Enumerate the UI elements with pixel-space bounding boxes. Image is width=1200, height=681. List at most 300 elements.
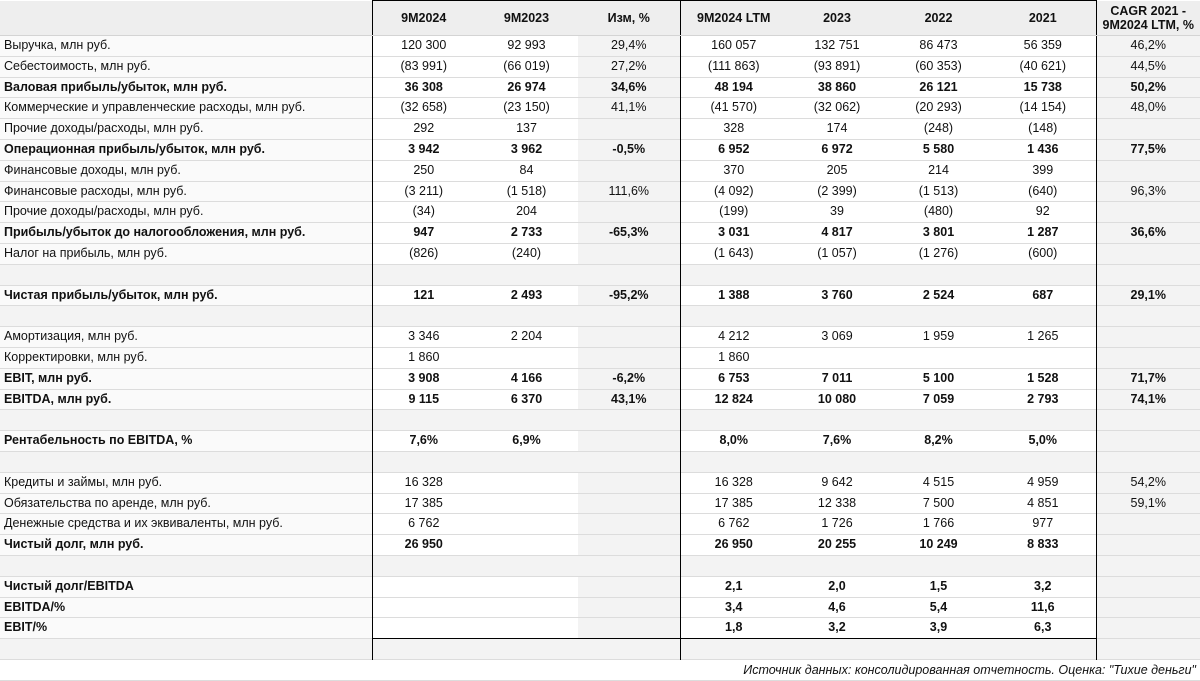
value-change: -6,2% xyxy=(578,368,680,389)
value-2022: 7 059 xyxy=(922,391,955,406)
value-cagr: 54,2% xyxy=(1096,472,1200,493)
value-2022 xyxy=(887,410,990,431)
table-row xyxy=(0,431,1200,452)
row-label: Прочие доходы/расходы, млн руб. xyxy=(0,202,372,223)
value-9m2024: 120 300 xyxy=(372,36,475,57)
table-row xyxy=(0,389,1200,410)
value-2021: (600) xyxy=(990,243,1096,264)
table-row xyxy=(0,98,1200,119)
value-2022: 8,2% xyxy=(924,433,953,448)
value-change xyxy=(578,243,680,264)
value-9m2024 xyxy=(372,306,475,327)
value-ltm: 12 824 xyxy=(680,389,787,410)
row-label: Чистая прибыль/убыток, млн руб. xyxy=(0,285,372,306)
value-cagr xyxy=(1096,306,1200,327)
value-2022: 7 500 xyxy=(922,495,955,510)
table-row xyxy=(0,139,1200,160)
value-2021: 399 xyxy=(990,160,1096,181)
value-cagr: 29,1% xyxy=(1096,285,1200,306)
table-row xyxy=(0,576,1200,597)
value-cagr xyxy=(1096,410,1200,431)
value-ltm: 17 385 xyxy=(680,493,787,514)
table-row xyxy=(0,119,1200,140)
value-2023: (32 062) xyxy=(813,100,861,115)
value-ltm: 2,1 xyxy=(680,576,787,597)
value-2022: (480) xyxy=(923,204,954,219)
value-9m2023: (66 019) xyxy=(503,58,550,73)
table-body xyxy=(0,36,1200,660)
value-change xyxy=(578,535,680,556)
row-label: Финансовые доходы, млн руб. xyxy=(0,160,372,181)
footer-row xyxy=(0,659,1200,680)
value-9m2023 xyxy=(475,555,578,576)
value-2022: 10 249 xyxy=(919,537,958,552)
value-9m2023 xyxy=(475,618,578,639)
table-row xyxy=(0,555,1200,576)
value-2023: 3 069 xyxy=(821,329,853,344)
value-2023: 12 338 xyxy=(817,495,857,510)
value-9m2024: 7,6% xyxy=(372,431,475,452)
value-2023: 7,6% xyxy=(822,433,852,448)
value-2022 xyxy=(887,306,990,327)
value-2022: 214 xyxy=(928,162,949,177)
value-cagr xyxy=(1096,451,1200,472)
value-2022: 1,5 xyxy=(929,578,948,593)
value-9m2024: 3 346 xyxy=(372,327,475,348)
row-label xyxy=(0,410,372,431)
value-2021: 11,6 xyxy=(990,597,1096,618)
value-2023: 174 xyxy=(826,121,848,136)
value-9m2024: 6 762 xyxy=(372,514,475,535)
value-cagr xyxy=(1096,119,1200,140)
value-cagr xyxy=(1096,555,1200,576)
value-change xyxy=(578,639,680,660)
value-2022: 3 801 xyxy=(922,225,955,240)
table-row xyxy=(0,472,1200,493)
value-ltm: 3,4 xyxy=(680,597,787,618)
value-9m2024: 36 308 xyxy=(372,77,475,98)
value-9m2023: 4 166 xyxy=(510,370,543,385)
value-2021 xyxy=(990,347,1096,368)
row-label: Валовая прибыль/убыток, млн руб. xyxy=(0,77,372,98)
value-2022: 86 473 xyxy=(919,38,958,52)
value-cagr: 36,6% xyxy=(1096,223,1200,244)
value-cagr xyxy=(1096,597,1200,618)
value-2023: (93 891) xyxy=(813,58,861,73)
value-cagr: 96,3% xyxy=(1096,181,1200,202)
value-ltm xyxy=(680,264,787,285)
value-9m2024: 121 xyxy=(372,285,475,306)
value-9m2023 xyxy=(475,451,578,472)
value-change xyxy=(578,160,680,181)
value-9m2023: 26 974 xyxy=(507,79,546,94)
value-2023: (1 057) xyxy=(817,245,857,260)
value-ltm: (111 863) xyxy=(680,56,787,77)
value-2022: 5 580 xyxy=(922,141,955,156)
value-ltm xyxy=(680,410,787,431)
value-change: -65,3% xyxy=(578,223,680,244)
value-cagr xyxy=(1096,639,1200,660)
value-9m2023 xyxy=(475,597,578,618)
value-9m2024 xyxy=(372,618,475,639)
header-cell-2021: 2021 xyxy=(990,1,1096,36)
value-change xyxy=(578,451,680,472)
value-2022: 3,9 xyxy=(887,618,990,639)
value-2021 xyxy=(990,639,1096,660)
value-9m2024: 250 xyxy=(372,160,475,181)
value-2023 xyxy=(787,639,887,660)
value-cagr xyxy=(1096,618,1200,639)
value-2023: 10 080 xyxy=(817,391,857,406)
value-9m2024 xyxy=(372,264,475,285)
row-label: Коммерческие и управленческие расходы, млн руб. xyxy=(0,98,372,119)
header-cell-label xyxy=(0,1,372,36)
value-9m2023: 2 493 xyxy=(510,287,543,302)
value-9m2024: 26 950 xyxy=(372,535,475,556)
value-2022 xyxy=(887,264,990,285)
value-2021: 56 359 xyxy=(990,36,1096,57)
value-change xyxy=(578,264,680,285)
value-cagr xyxy=(1096,264,1200,285)
value-2021: 5,0% xyxy=(990,431,1096,452)
value-9m2023: 137 xyxy=(516,121,537,136)
row-label xyxy=(0,639,372,660)
value-2022 xyxy=(887,639,990,660)
value-ltm: 48 194 xyxy=(680,77,787,98)
value-ltm: (199) xyxy=(680,202,787,223)
value-cagr xyxy=(1096,243,1200,264)
row-label xyxy=(0,555,372,576)
value-2021: 8 833 xyxy=(990,535,1096,556)
value-ltm: 16 328 xyxy=(680,472,787,493)
value-ltm: 8,0% xyxy=(680,431,787,452)
value-cagr xyxy=(1096,327,1200,348)
table-row xyxy=(0,306,1200,327)
value-9m2023: 84 xyxy=(519,162,534,177)
value-2023: 3,2 xyxy=(787,618,887,639)
value-9m2023: (240) xyxy=(511,245,542,260)
value-change xyxy=(578,119,680,140)
value-cagr: 59,1% xyxy=(1096,493,1200,514)
header-row xyxy=(0,1,1200,36)
row-label: EBIT, млн руб. xyxy=(0,368,372,389)
value-9m2023: (1 518) xyxy=(506,183,547,198)
row-label: Выручка, млн руб. xyxy=(0,36,372,57)
value-change: -95,2% xyxy=(578,285,680,306)
value-ltm: 4 212 xyxy=(680,327,787,348)
value-9m2024: (3 211) xyxy=(372,181,475,202)
table-row xyxy=(0,160,1200,181)
value-cagr xyxy=(1096,576,1200,597)
value-ltm: (41 570) xyxy=(680,98,787,119)
value-2023 xyxy=(787,451,887,472)
value-2022: (20 293) xyxy=(915,100,962,115)
value-cagr xyxy=(1096,514,1200,535)
value-change xyxy=(578,576,680,597)
value-2022: 5 100 xyxy=(922,370,955,385)
value-9m2024: 3 908 xyxy=(372,368,475,389)
value-2022: (1 276) xyxy=(918,245,959,260)
value-2021 xyxy=(990,451,1096,472)
value-9m2023 xyxy=(475,347,578,368)
value-2022: 1 766 xyxy=(922,516,955,531)
value-2021: (40 621) xyxy=(990,56,1096,77)
value-change: -0,5% xyxy=(578,139,680,160)
value-9m2023 xyxy=(475,264,578,285)
value-9m2024 xyxy=(372,576,475,597)
value-change xyxy=(578,597,680,618)
value-9m2024: 9 115 xyxy=(372,389,475,410)
value-9m2024: (34) xyxy=(372,202,475,223)
row-label: EBIT/% xyxy=(0,618,372,639)
value-change xyxy=(578,431,680,452)
value-ltm: 6 753 xyxy=(680,368,787,389)
value-ltm: 6 762 xyxy=(680,514,787,535)
row-label: Обязательства по аренде, млн руб. xyxy=(0,493,372,514)
table-row xyxy=(0,535,1200,556)
value-change: 27,2% xyxy=(578,56,680,77)
value-2023: 20 255 xyxy=(817,537,857,552)
table-row xyxy=(0,36,1200,57)
value-ltm: (1 643) xyxy=(680,243,787,264)
value-2021 xyxy=(990,306,1096,327)
row-label: Себестоимость, млн руб. xyxy=(0,56,372,77)
value-ltm xyxy=(680,306,787,327)
value-ltm xyxy=(680,555,787,576)
table-row xyxy=(0,639,1200,660)
row-label: Налог на прибыль, млн руб. xyxy=(0,243,372,264)
row-label: Чистый долг, млн руб. xyxy=(0,535,372,556)
header-cell-ltm: 9М2024 LTM xyxy=(680,1,787,36)
value-9m2023: 2 204 xyxy=(510,329,543,344)
table-row xyxy=(0,264,1200,285)
value-ltm: 3 031 xyxy=(680,223,787,244)
value-2023: 1 726 xyxy=(821,516,853,531)
value-2021: 1 287 xyxy=(990,223,1096,244)
value-2022: (1 513) xyxy=(918,183,959,198)
value-change xyxy=(578,347,680,368)
table-row xyxy=(0,410,1200,431)
table-row xyxy=(0,451,1200,472)
value-9m2024: 3 942 xyxy=(372,139,475,160)
row-label xyxy=(0,264,372,285)
value-9m2023 xyxy=(475,472,578,493)
row-label xyxy=(0,451,372,472)
table-row xyxy=(0,347,1200,368)
value-2023: 4 817 xyxy=(821,225,853,240)
value-change xyxy=(578,306,680,327)
value-2023: 2,0 xyxy=(828,578,846,593)
row-label: Корректировки, млн руб. xyxy=(0,347,372,368)
value-2023 xyxy=(787,306,887,327)
value-change xyxy=(578,618,680,639)
value-9m2023 xyxy=(475,535,578,556)
value-ltm: 1,8 xyxy=(680,618,787,639)
value-2023: 39 xyxy=(830,204,844,219)
row-label: Прочие доходы/расходы, млн руб. xyxy=(0,119,372,140)
value-9m2023 xyxy=(475,306,578,327)
value-change xyxy=(578,410,680,431)
value-ltm: 160 057 xyxy=(680,36,787,57)
value-9m2024: 292 xyxy=(372,119,475,140)
value-9m2024 xyxy=(372,555,475,576)
value-change xyxy=(578,327,680,348)
value-2021 xyxy=(990,264,1096,285)
table-row xyxy=(0,223,1200,244)
value-9m2024 xyxy=(372,597,475,618)
value-2023 xyxy=(787,410,887,431)
value-9m2023: 3 962 xyxy=(510,141,543,156)
value-9m2023 xyxy=(475,576,578,597)
value-cagr: 48,0% xyxy=(1096,98,1200,119)
row-label: EBITDA, млн руб. xyxy=(0,389,372,410)
row-label: Амортизация, млн руб. xyxy=(0,327,372,348)
value-9m2023: 204 xyxy=(516,204,537,219)
row-label: Финансовые расходы, млн руб. xyxy=(0,181,372,202)
value-2022: (248) xyxy=(923,121,954,136)
table-row xyxy=(0,618,1200,639)
value-2022: 2 524 xyxy=(922,287,955,302)
value-change xyxy=(578,514,680,535)
value-2021: 977 xyxy=(990,514,1096,535)
value-9m2023: (23 150) xyxy=(503,100,550,115)
value-ltm: 26 950 xyxy=(680,535,787,556)
value-2023: (2 399) xyxy=(817,183,857,198)
value-2023: 9 642 xyxy=(821,474,853,489)
value-2021 xyxy=(990,555,1096,576)
table-row xyxy=(0,493,1200,514)
value-cagr xyxy=(1096,347,1200,368)
row-label: Кредиты и займы, млн руб. xyxy=(0,472,372,493)
value-change xyxy=(578,555,680,576)
value-2021: 4 959 xyxy=(990,472,1096,493)
value-ltm xyxy=(680,639,787,660)
value-9m2024: (826) xyxy=(372,243,475,264)
value-9m2023 xyxy=(475,410,578,431)
value-change xyxy=(578,493,680,514)
value-change: 43,1% xyxy=(578,389,680,410)
value-9m2024: 1 860 xyxy=(372,347,475,368)
value-2021: 15 738 xyxy=(990,77,1096,98)
table-row xyxy=(0,368,1200,389)
value-ltm xyxy=(680,451,787,472)
value-cagr: 50,2% xyxy=(1096,77,1200,98)
value-9m2023: 2 733 xyxy=(510,225,543,240)
value-cagr xyxy=(1096,202,1200,223)
row-label: Денежные средства и их эквиваленты, млн руб. xyxy=(0,514,372,535)
value-change xyxy=(578,472,680,493)
table-row xyxy=(0,181,1200,202)
value-change: 111,6% xyxy=(578,181,680,202)
value-9m2024: (83 991) xyxy=(372,56,475,77)
header-cell-2023: 2023 xyxy=(787,1,887,36)
row-label: Прибыль/убыток до налогообложения, млн руб. xyxy=(0,223,372,244)
header-cell-9m2024: 9М2024 xyxy=(372,1,475,36)
value-cagr: 77,5% xyxy=(1096,139,1200,160)
value-2021: 4 851 xyxy=(990,493,1096,514)
value-2023: 3 760 xyxy=(821,287,853,302)
value-9m2023: 6 370 xyxy=(510,391,543,406)
header-cell-9m2023: 9М2023 xyxy=(475,1,578,36)
row-label: EBITDA/% xyxy=(0,597,372,618)
table-row xyxy=(0,56,1200,77)
table-row xyxy=(0,77,1200,98)
header-cell-cagr: CAGR 2021 - 9М2024 LTM, % xyxy=(1096,1,1200,36)
value-cagr: 46,2% xyxy=(1096,36,1200,57)
value-2021: 6,3 xyxy=(990,618,1096,639)
value-2023: 6 972 xyxy=(821,141,853,156)
header-cell-2022: 2022 xyxy=(887,1,990,36)
value-2023: 7 011 xyxy=(821,370,853,385)
row-label: Рентабельность по EBITDA, % xyxy=(0,431,372,452)
value-change xyxy=(578,202,680,223)
value-ltm: 1 860 xyxy=(680,347,787,368)
table-row xyxy=(0,202,1200,223)
value-2022 xyxy=(887,451,990,472)
value-9m2024 xyxy=(372,410,475,431)
value-9m2024: 17 385 xyxy=(372,493,475,514)
value-2023 xyxy=(787,264,887,285)
value-cagr: 44,5% xyxy=(1096,56,1200,77)
value-9m2023 xyxy=(475,514,578,535)
value-9m2023: 6,9% xyxy=(512,433,541,448)
value-cagr xyxy=(1096,535,1200,556)
value-2022: 26 121 xyxy=(919,79,958,94)
value-cagr xyxy=(1096,431,1200,452)
value-2021: 1 265 xyxy=(990,327,1096,348)
value-9m2024 xyxy=(372,451,475,472)
value-2022 xyxy=(887,347,990,368)
row-label: Операционная прибыль/убыток, млн руб. xyxy=(0,139,372,160)
value-2022: (60 353) xyxy=(915,58,962,73)
value-9m2024: 947 xyxy=(372,223,475,244)
value-2023: 205 xyxy=(826,162,848,177)
value-2021: 1 528 xyxy=(990,368,1096,389)
value-cagr: 71,7% xyxy=(1096,368,1200,389)
value-2021: 2 793 xyxy=(990,389,1096,410)
value-change: 29,4% xyxy=(578,36,680,57)
value-2022: 1 959 xyxy=(922,329,955,344)
value-2021: 92 xyxy=(990,202,1096,223)
value-ltm: (4 092) xyxy=(680,181,787,202)
value-2021: (148) xyxy=(990,119,1096,140)
value-cagr: 74,1% xyxy=(1096,389,1200,410)
value-2023: 4,6 xyxy=(828,599,846,614)
table-row xyxy=(0,243,1200,264)
value-2022 xyxy=(887,555,990,576)
value-2021: 3,2 xyxy=(990,576,1096,597)
value-9m2023 xyxy=(475,493,578,514)
value-2021: (640) xyxy=(990,181,1096,202)
value-2021: (14 154) xyxy=(990,98,1096,119)
value-2022: 4 515 xyxy=(922,474,955,489)
value-ltm: 370 xyxy=(680,160,787,181)
value-2023: 38 860 xyxy=(817,79,857,94)
value-9m2023: 92 993 xyxy=(507,38,546,52)
header-cell-change: Изм, % xyxy=(578,1,680,36)
table-row xyxy=(0,514,1200,535)
value-9m2024: 16 328 xyxy=(372,472,475,493)
value-2022: 5,4 xyxy=(929,599,948,614)
row-label xyxy=(0,306,372,327)
value-9m2024: (32 658) xyxy=(372,98,475,119)
value-2023 xyxy=(787,347,887,368)
value-2023 xyxy=(787,555,887,576)
value-change: 41,1% xyxy=(578,98,680,119)
value-2023: 132 751 xyxy=(814,38,860,52)
value-ltm: 1 388 xyxy=(680,285,787,306)
source-note: Источник данных: консолидированная отчетность. Оценка: "Тихие деньги" xyxy=(0,659,1200,680)
